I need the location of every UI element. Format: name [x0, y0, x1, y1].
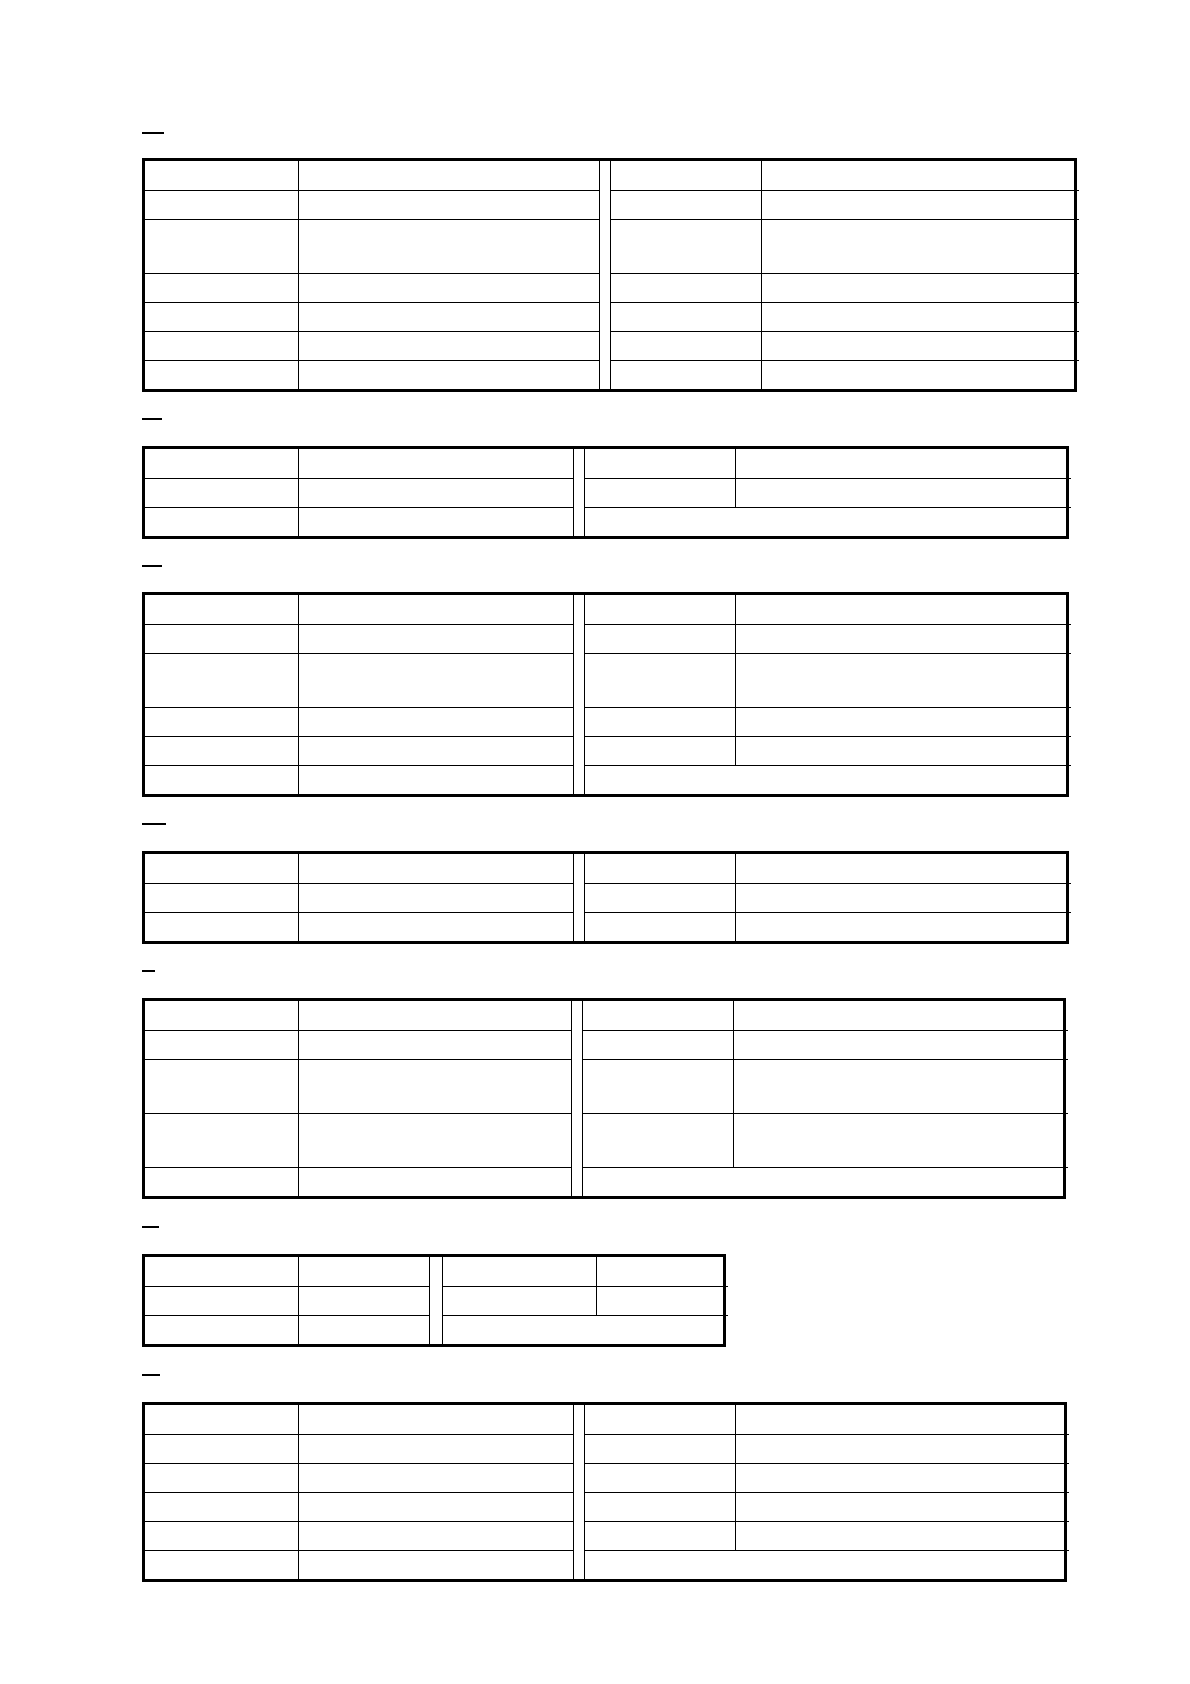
- form-cell-label-a: [145, 360, 298, 389]
- form-cell-label-a: [145, 707, 298, 736]
- form-cell-value-a[interactable]: [298, 1167, 571, 1196]
- form-cell-value-a[interactable]: [298, 1113, 571, 1167]
- form-cell-value-a[interactable]: [298, 1492, 573, 1521]
- form-cell-value-a[interactable]: [298, 360, 599, 389]
- form-cell-value-a[interactable]: [298, 331, 599, 360]
- form-cell-value-a[interactable]: [298, 1463, 573, 1492]
- form-cell-value-a[interactable]: [298, 219, 599, 273]
- form-table: [142, 158, 1077, 392]
- section-heading-marker: [142, 970, 155, 972]
- form-cell-label-b: [582, 1001, 733, 1030]
- form-cell-value-a[interactable]: [298, 1030, 571, 1059]
- form-cell-label-a: [145, 190, 298, 219]
- form-cell-value-a[interactable]: [298, 1059, 571, 1113]
- form-cell-value-b[interactable]: [735, 1463, 1069, 1492]
- form-cell-label-a: [145, 219, 298, 273]
- form-cell-label-b: [610, 302, 761, 331]
- form-cell-label-a: [145, 1492, 298, 1521]
- form-cell-value-b[interactable]: [761, 302, 1079, 331]
- form-cell-label-a: [145, 854, 298, 883]
- column-divider: [571, 1001, 572, 1196]
- form-cell-label-b: [584, 1434, 735, 1463]
- form-cell-label-a: [145, 912, 298, 941]
- form-cell-label-b: [584, 449, 735, 478]
- form-cell-value-b[interactable]: [733, 1001, 1068, 1030]
- form-cell-value-b[interactable]: [735, 478, 1071, 507]
- form-cell-label-a: [145, 883, 298, 912]
- form-cell-value-b[interactable]: [735, 854, 1071, 883]
- form-cell-label-b: [610, 161, 761, 190]
- form-cell-label-a: [145, 478, 298, 507]
- form-cell-label-a: [145, 595, 298, 624]
- form-cell-value-a[interactable]: [298, 478, 573, 507]
- form-cell-value-a[interactable]: [298, 449, 573, 478]
- form-cell-value-a[interactable]: [298, 190, 599, 219]
- form-cell-label-b: [442, 1286, 596, 1315]
- form-cell-value-b[interactable]: [761, 161, 1079, 190]
- form-cell-label-a: [145, 273, 298, 302]
- form-cell-value-b[interactable]: [733, 1030, 1068, 1059]
- form-table: [142, 592, 1069, 797]
- form-cell-label-b: [610, 331, 761, 360]
- form-cell-value-a[interactable]: [298, 161, 599, 190]
- form-cell-label-b: [584, 1463, 735, 1492]
- form-cell-label-b: [584, 912, 735, 941]
- form-cell-value-a[interactable]: [298, 1001, 571, 1030]
- form-cell-value-b[interactable]: [735, 1521, 1069, 1550]
- form-table: [142, 1254, 726, 1347]
- form-table: [142, 446, 1069, 539]
- form-cell-value-b[interactable]: [735, 595, 1071, 624]
- section-heading-marker: [142, 1226, 159, 1228]
- form-cell-label-b: [442, 1257, 596, 1286]
- form-cell-label-b: [610, 360, 761, 389]
- form-cell-label-b: [584, 653, 735, 707]
- column-divider: [573, 1405, 574, 1579]
- form-cell-label-a: [145, 1257, 298, 1286]
- form-cell-value-a[interactable]: [298, 1434, 573, 1463]
- form-table: [142, 998, 1066, 1199]
- form-cell-value-b[interactable]: [584, 765, 1071, 794]
- form-cell-label-a: [145, 1001, 298, 1030]
- form-cell-label-a: [145, 507, 298, 536]
- form-cell-value-b[interactable]: [735, 653, 1071, 707]
- form-cell-label-a: [145, 1315, 298, 1344]
- form-cell-value-b[interactable]: [733, 1059, 1068, 1113]
- column-divider: [573, 595, 574, 794]
- form-cell-label-a: [145, 765, 298, 794]
- form-cell-label-a: [145, 1059, 298, 1113]
- form-cell-label-a: [145, 624, 298, 653]
- form-cell-value-b[interactable]: [761, 219, 1079, 273]
- form-cell-label-b: [584, 478, 735, 507]
- section-heading-marker: [142, 132, 164, 134]
- form-cell-label-b: [584, 883, 735, 912]
- form-cell-label-b: [584, 707, 735, 736]
- form-cell-value-a[interactable]: [298, 765, 573, 794]
- form-cell-label-b: [584, 1521, 735, 1550]
- form-cell-value-b[interactable]: [584, 1550, 1069, 1579]
- form-cell-label-b: [584, 1492, 735, 1521]
- form-cell-value-a[interactable]: [298, 302, 599, 331]
- form-cell-value-a[interactable]: [298, 1405, 573, 1434]
- form-cell-value-a[interactable]: [298, 1521, 573, 1550]
- form-cell-label-b: [582, 1059, 733, 1113]
- form-cell-value-a[interactable]: [298, 912, 573, 941]
- column-divider: [429, 1257, 430, 1344]
- form-cell-label-b: [584, 736, 735, 765]
- form-cell-label-a: [145, 1167, 298, 1196]
- form-cell-value-b[interactable]: [442, 1315, 728, 1344]
- form-cell-label-b: [584, 854, 735, 883]
- form-cell-label-a: [145, 1113, 298, 1167]
- form-cell-value-b[interactable]: [735, 883, 1071, 912]
- section-heading-marker: [142, 823, 166, 825]
- form-cell-label-a: [145, 1286, 298, 1315]
- form-cell-label-a: [145, 736, 298, 765]
- form-cell-label-a: [145, 1521, 298, 1550]
- form-cell-value-a[interactable]: [298, 883, 573, 912]
- form-cell-value-a[interactable]: [298, 707, 573, 736]
- form-cell-label-a: [145, 1434, 298, 1463]
- section-heading-marker: [142, 565, 162, 567]
- form-cell-label-b: [610, 273, 761, 302]
- form-cell-value-b[interactable]: [735, 1492, 1069, 1521]
- form-cell-label-b: [584, 595, 735, 624]
- form-cell-value-b[interactable]: [761, 331, 1079, 360]
- form-cell-label-b: [582, 1030, 733, 1059]
- section-heading-marker: [142, 1374, 160, 1376]
- form-cell-label-b: [582, 1113, 733, 1167]
- form-cell-value-a[interactable]: [298, 854, 573, 883]
- column-divider: [573, 854, 574, 941]
- form-cell-label-a: [145, 1405, 298, 1434]
- form-cell-label-a: [145, 1463, 298, 1492]
- form-cell-label-b: [584, 1405, 735, 1434]
- form-cell-value-a[interactable]: [298, 1550, 573, 1579]
- form-table: [142, 851, 1069, 944]
- form-cell-value-a[interactable]: [298, 1315, 429, 1344]
- form-cell-value-b[interactable]: [596, 1286, 728, 1315]
- form-cell-value-a[interactable]: [298, 507, 573, 536]
- form-cell-label-b: [584, 624, 735, 653]
- form-cell-label-a: [145, 161, 298, 190]
- section-heading-marker: [142, 418, 162, 420]
- form-cell-value-a[interactable]: [298, 1257, 429, 1286]
- form-cell-value-b[interactable]: [735, 707, 1071, 736]
- column-divider: [599, 161, 600, 389]
- form-cell-value-b[interactable]: [735, 912, 1071, 941]
- form-cell-value-b[interactable]: [735, 736, 1071, 765]
- form-cell-label-b: [610, 219, 761, 273]
- form-cell-value-a[interactable]: [298, 595, 573, 624]
- form-cell-value-b[interactable]: [735, 1405, 1069, 1434]
- form-cell-value-a[interactable]: [298, 624, 573, 653]
- form-cell-value-a[interactable]: [298, 653, 573, 707]
- form-cell-value-b[interactable]: [761, 273, 1079, 302]
- form-cell-value-b[interactable]: [582, 1167, 1068, 1196]
- form-cell-value-a[interactable]: [298, 736, 573, 765]
- form-cell-label-a: [145, 302, 298, 331]
- column-divider: [573, 449, 574, 536]
- form-cell-value-a[interactable]: [298, 1286, 429, 1315]
- form-cell-label-a: [145, 1030, 298, 1059]
- form-cell-value-b[interactable]: [735, 624, 1071, 653]
- form-cell-label-a: [145, 331, 298, 360]
- form-cell-value-b[interactable]: [735, 1434, 1069, 1463]
- form-cell-label-a: [145, 653, 298, 707]
- form-table: [142, 1402, 1067, 1582]
- form-cell-value-b[interactable]: [584, 507, 1071, 536]
- form-cell-label-a: [145, 449, 298, 478]
- form-cell-label-b: [610, 190, 761, 219]
- form-cell-value-b[interactable]: [596, 1257, 728, 1286]
- form-cell-label-a: [145, 1550, 298, 1579]
- form-cell-value-b[interactable]: [735, 449, 1071, 478]
- form-cell-value-a[interactable]: [298, 273, 599, 302]
- form-cell-value-b[interactable]: [761, 360, 1079, 389]
- form-cell-value-b[interactable]: [733, 1113, 1068, 1167]
- form-cell-value-b[interactable]: [761, 190, 1079, 219]
